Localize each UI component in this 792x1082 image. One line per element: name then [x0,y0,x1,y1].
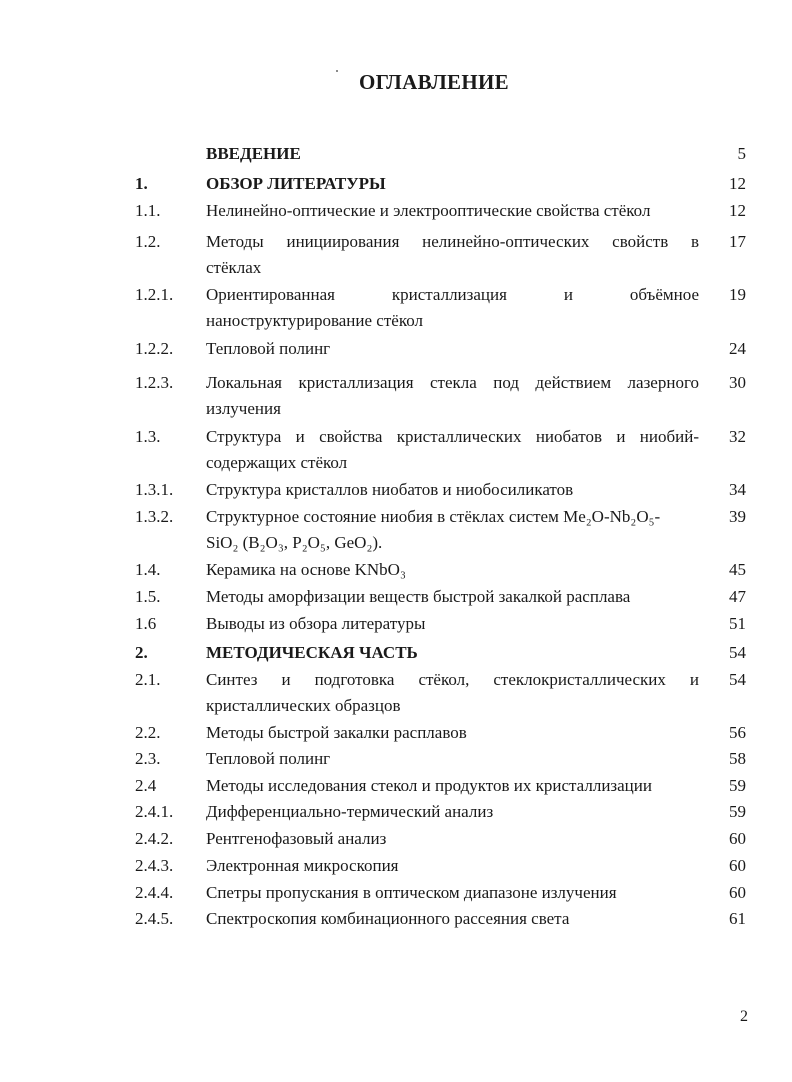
toc-page: 60 [729,856,746,875]
toc-title [206,424,699,476]
toc-number: 2.1. [135,670,161,689]
toc-title: Тепловой полинг [206,339,331,358]
toc-page: 12 [729,201,746,220]
toc-number: 1.6 [135,614,157,633]
toc-title [206,229,699,281]
toc-title: МЕТОДИЧЕСКАЯ ЧАСТЬ [206,643,418,662]
toc-page: 59 [729,776,746,795]
toc-number: 1.2.2. [135,339,174,358]
page-title: ОГЛАВЛЕНИЕ [359,70,509,94]
toc-title: Методы быстрой закалки расплавов [206,723,467,742]
toc-number: 1.3.2. [135,507,174,526]
toc-title-line2: излучения [206,399,281,418]
toc-page: 51 [729,614,746,633]
toc-title-line1: Синтез и подготовка стёкол, стеклокристаллических и [206,670,699,689]
toc-title: ВВЕДЕНИЕ [206,144,301,163]
toc-page: 30 [729,373,746,392]
toc-title: Методы исследования стекол и продуктов их кристаллизации [206,776,652,795]
toc-title-line2: содержащих стёкол [206,453,348,472]
toc-number: 1. [135,174,148,193]
toc-title-line1: Ориентированная кристаллизация и объёмное [206,285,699,304]
toc-title-line1: Локальная кристаллизация стекла под действием лазерного [206,373,699,392]
toc-page: 24 [729,339,746,358]
toc-title: Электронная микроскопия [206,856,399,875]
toc-title: Структура кристаллов ниобатов и ниобосиликатов [206,480,574,499]
toc-number: 2.3. [135,749,161,768]
toc-title-line2: SiO₂ (B₂O₃, P₂O₅, GeO₂). [206,533,383,552]
toc-number: 1.2.1. [135,285,174,304]
toc-title-line2: кристаллических образцов [206,696,401,715]
toc-title: Керамика на основе KNbO₃ [206,560,406,579]
toc-page: 12 [729,174,746,193]
toc-page: 32 [729,427,746,446]
toc-title-line2: наноструктурирование стёкол [206,311,423,330]
toc-page: 61 [729,909,746,928]
toc-number: 2.4.3. [135,856,174,875]
toc-number: 2. [135,643,148,662]
toc-page: 47 [729,587,746,606]
toc-page: 58 [729,749,746,768]
toc-title [206,504,699,556]
toc-title: Спектроскопия комбинационного рассеяния света [206,909,570,928]
toc-number: 1.3.1. [135,480,174,499]
toc-page: 39 [729,507,746,526]
toc-number: 1.5. [135,587,161,606]
toc-page: 54 [729,643,746,662]
toc-page: 34 [729,480,746,499]
toc-number: 2.4 [135,776,157,795]
toc-page: 17 [729,232,746,251]
toc-title-line1: Структура и свойства кристаллических ниобатов и ниобий- [206,427,699,446]
toc-title: Рентгенофазовый анализ [206,829,387,848]
toc-title: ОБЗОР ЛИТЕРАТУРЫ [206,174,386,193]
toc-title: Нелинейно-оптические и электрооптические свойства стёкол [206,201,651,220]
toc-title [206,370,699,422]
toc-title: Дифференциально-термический анализ [206,802,494,821]
page-number: 2 [740,1008,748,1025]
toc-number: 1.3. [135,427,161,446]
toc-page: 56 [729,723,746,742]
toc-title: Тепловой полинг [206,749,331,768]
toc-number: 1.2.3. [135,373,174,392]
toc-page: 60 [729,829,746,848]
toc-number: 1.1. [135,201,161,220]
toc-number: 2.4.5. [135,909,174,928]
toc-number: 2.4.1. [135,802,174,821]
toc-title: Выводы из обзора литературы [206,614,426,633]
toc-number: 2.4.4. [135,883,174,902]
toc-number: 2.2. [135,723,161,742]
toc-title-line1: Методы инициирования нелинейно-оптических свойств в [206,232,699,251]
toc-number: 1.2. [135,232,161,251]
toc-page: 60 [729,883,746,902]
toc-page: 59 [729,802,746,821]
toc-title [206,282,699,334]
toc-title [206,667,699,719]
toc-title: Спетры пропускания в оптическом диапазоне излучения [206,883,617,902]
toc-page: 19 [729,285,746,304]
toc-title: Методы аморфизации веществ быстрой закалкой расплава [206,587,631,606]
toc-page: 45 [729,560,746,579]
toc-page: 5 [737,144,746,163]
toc-number: 1.4. [135,560,161,579]
toc-page: 54 [729,670,746,689]
toc-number: 2.4.2. [135,829,174,848]
toc-title-line2: стёклах [206,258,262,277]
toc-title-line1: Структурное состояние ниобия в стёклах систем Me₂O-Nb₂O₅- [206,507,661,526]
